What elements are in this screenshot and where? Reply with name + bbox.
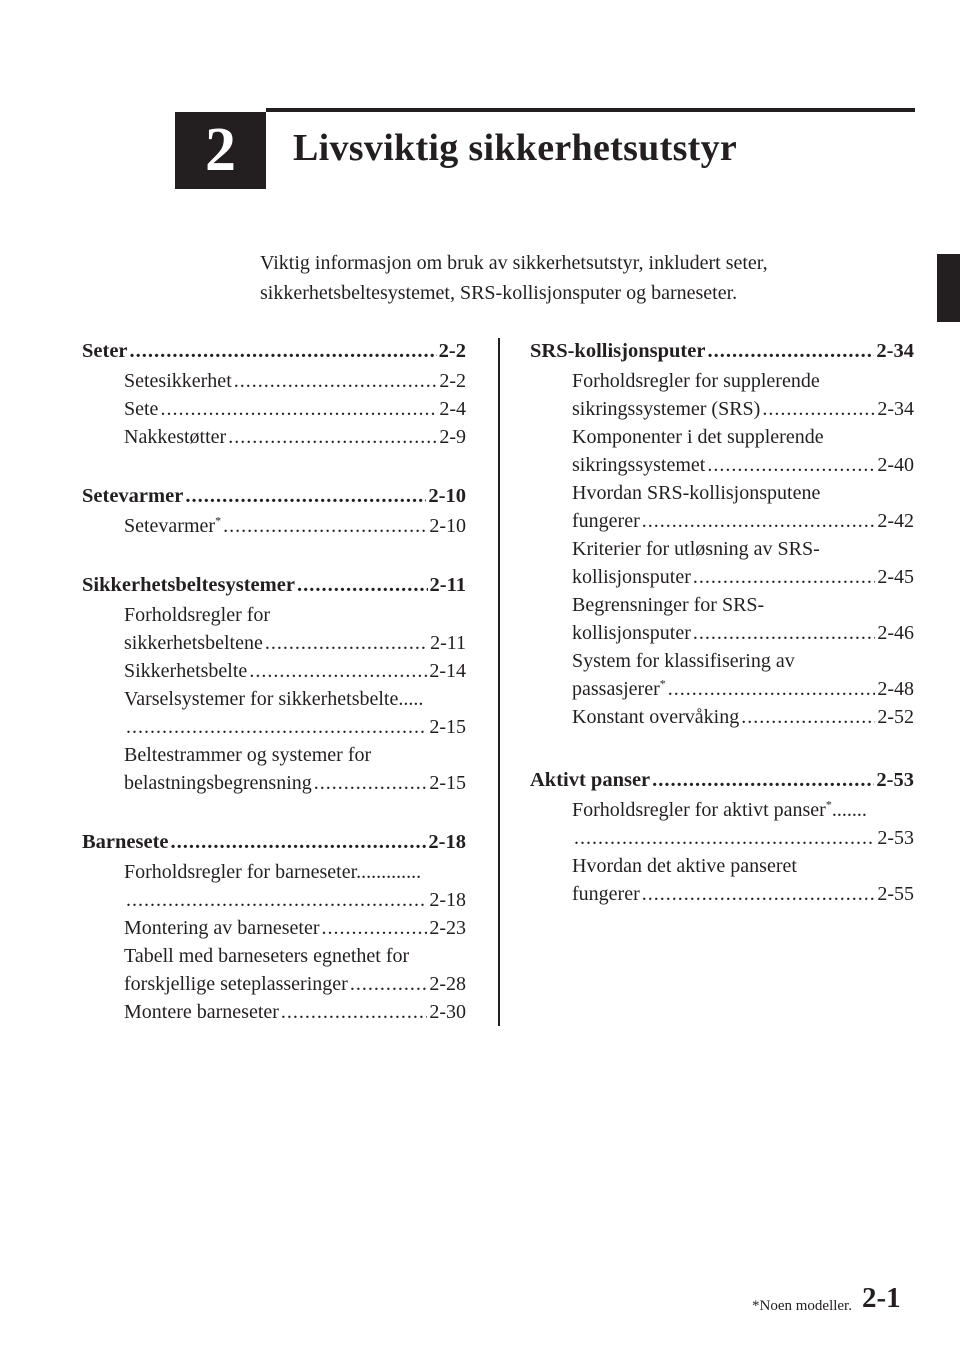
- toc-section-seter: [82, 336, 466, 451]
- page-number: 2-1: [862, 1282, 901, 1314]
- toc-heading[interactable]: Aktivt panser ..... 2-53: [530, 765, 914, 796]
- toc-right-column: [530, 336, 914, 938]
- toc-section-aktivt-panser: [530, 765, 914, 908]
- chapter-title: Livsviktig sikkerhetsutstyr: [293, 127, 738, 169]
- toc-heading[interactable]: Setevarmer ..... 2-10: [82, 481, 466, 512]
- toc-entry[interactable]: Forholdsregler for supplerende sikringssystemer (SRS) ..... 2-34: [530, 367, 914, 423]
- column-divider: [498, 338, 500, 1026]
- toc-entry[interactable]: Konstant overvåking ..... 2-52: [530, 703, 914, 731]
- toc-entry[interactable]: Forholdsregler for aktivt panser*....... ..... 2-53: [530, 796, 914, 852]
- toc-section-srs: [530, 336, 914, 731]
- toc-entry[interactable]: Sikkerhetsbelte ..... 2-14: [82, 657, 466, 685]
- footnote-mark: *: [659, 676, 666, 691]
- toc-entry[interactable]: Forholdsregler for sikkerhetsbeltene ..... 2-11: [82, 601, 466, 657]
- toc-section-barnesete: [82, 827, 466, 1026]
- toc-entry[interactable]: Kriterier for utløsning av SRS- kollisjonsputer ..... 2-45: [530, 535, 914, 591]
- toc-entry[interactable]: Montering av barneseter ..... 2-23: [82, 914, 466, 942]
- toc-section-sikkerhetsbelte: [82, 570, 466, 797]
- toc-entry[interactable]: Begrensninger for SRS- kollisjonsputer ..... 2-46: [530, 591, 914, 647]
- chapter-number: 2: [205, 116, 236, 184]
- toc-entry[interactable]: Setevarmer* ..... 2-10: [82, 512, 466, 540]
- toc-entry[interactable]: Montere barneseter ..... 2-30: [82, 998, 466, 1026]
- chapter-number-box: [175, 112, 266, 189]
- toc-entry[interactable]: System for klassifisering av passasjerer* ..... 2-48: [530, 647, 914, 703]
- toc-entry[interactable]: Forholdsregler for barneseter............. ..... 2-18: [82, 858, 466, 914]
- toc-entry[interactable]: Tabell med barneseters egnethet for forskjellige seteplasseringer ..... 2-28: [82, 942, 466, 998]
- toc-heading[interactable]: SRS-kollisjonsputer ..... 2-34: [530, 336, 914, 367]
- toc-entry[interactable]: Sete ..... 2-4: [82, 395, 466, 423]
- footnote-mark: *: [215, 513, 222, 528]
- toc-heading[interactable]: Seter ..... 2-2: [82, 336, 466, 367]
- toc-left-column: [82, 336, 466, 1056]
- intro-line-1: Viktig informasjon om bruk av sikkerhetsutstyr, inkludert seter,: [260, 252, 768, 274]
- toc-section-setevarmer: [82, 481, 466, 540]
- chapter-intro: [260, 248, 900, 308]
- toc-entry[interactable]: Hvordan det aktive panseret fungerer ..... 2-55: [530, 852, 914, 908]
- toc-heading[interactable]: Sikkerhetsbeltesystemer ..... 2-11: [82, 570, 466, 601]
- toc-entry[interactable]: Komponenter i det supplerende sikringssystemet ..... 2-40: [530, 423, 914, 479]
- toc-heading[interactable]: Barnesete ..... 2-18: [82, 827, 466, 858]
- toc-entry[interactable]: Setesikkerhet ..... 2-2: [82, 367, 466, 395]
- toc-entry[interactable]: Beltestrammer og systemer for belastningsbegrensning ..... 2-15: [82, 741, 466, 797]
- toc-entry[interactable]: Hvordan SRS-kollisjonsputene fungerer ..... 2-42: [530, 479, 914, 535]
- footnote: *Noen modeller.: [752, 1298, 852, 1314]
- chapter-rule: [266, 108, 915, 112]
- footnote-mark: *: [825, 797, 832, 812]
- intro-line-2: sikkerhetsbeltesystemet, SRS-kollisjonsputer og barneseter.: [260, 282, 738, 304]
- toc-entry[interactable]: Varselsystemer for sikkerhetsbelte..... ..... 2-15: [82, 685, 466, 741]
- toc-entry[interactable]: Nakkestøtter ..... 2-9: [82, 423, 466, 451]
- chapter-side-tab: [937, 254, 960, 322]
